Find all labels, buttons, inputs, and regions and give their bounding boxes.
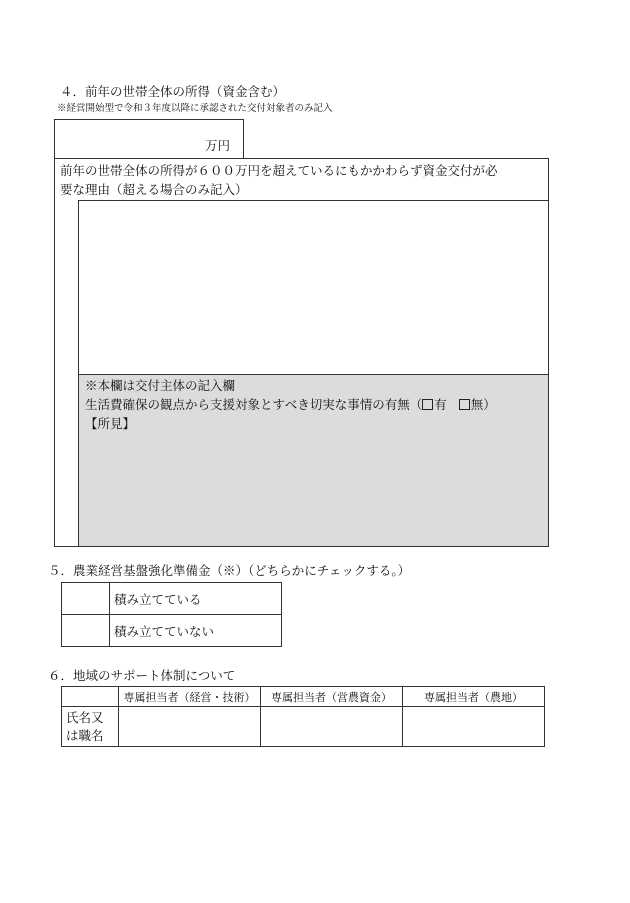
official-findings-label: 【所見】 bbox=[85, 416, 136, 431]
reason-textarea[interactable] bbox=[78, 200, 549, 375]
support-header-row bbox=[62, 687, 545, 707]
support-table bbox=[61, 686, 545, 747]
official-use-box bbox=[78, 374, 549, 547]
option-no-label: 無） bbox=[470, 397, 496, 412]
official-note: ※本欄は交付主体の記入欄 bbox=[85, 378, 236, 393]
no-checkbox-icon[interactable] bbox=[459, 399, 470, 410]
support-cell-farmland[interactable] bbox=[403, 707, 545, 747]
reason-label-line1: 前年の世帯全体の所得が６００万円を超えているにもかかわらず資金交付が必 bbox=[60, 163, 498, 178]
support-header-farmland: 専属担当者（農地） bbox=[403, 687, 545, 707]
row-label-line1: 氏名又 bbox=[66, 709, 104, 725]
reserve-option-2: 積み立てていない bbox=[110, 615, 282, 647]
reserve-row-1 bbox=[62, 583, 282, 615]
support-header-finance: 専属担当者（営農資金） bbox=[261, 687, 403, 707]
support-cell-management[interactable] bbox=[119, 707, 261, 747]
support-cell-finance[interactable] bbox=[261, 707, 403, 747]
income-unit: 万円 bbox=[205, 138, 231, 153]
official-question-text: 生活費確保の観点から支援対象とすべき切実な事情の有無（ bbox=[85, 397, 423, 412]
support-name-row bbox=[62, 707, 545, 747]
support-header-blank bbox=[62, 687, 119, 707]
reserve-row-2 bbox=[62, 615, 282, 647]
reserve-check-cell-1[interactable] bbox=[62, 583, 110, 615]
option-yes-label: 有 bbox=[434, 397, 447, 412]
income-input-box[interactable] bbox=[54, 119, 244, 159]
official-question bbox=[85, 397, 496, 413]
reason-label-line2: 要な理由（超える場合のみ記入） bbox=[60, 182, 248, 197]
section4-title: ４．前年の世帯全体の所得（資金含む） bbox=[60, 84, 286, 99]
section5-title: ５．農業経営基盤強化準備金（※）（どちらかにチェックする。） bbox=[48, 563, 411, 578]
section6-title: ６．地域のサポート体制について bbox=[48, 668, 236, 683]
row-label-line2: は職名 bbox=[66, 727, 104, 743]
section4-note: ※経営開始型で令和３年度以降に承認された交付対象者のみ記入 bbox=[57, 103, 333, 114]
reserve-table bbox=[61, 582, 282, 647]
support-row-label bbox=[62, 707, 119, 747]
reserve-check-cell-2[interactable] bbox=[62, 615, 110, 647]
yes-checkbox-icon[interactable] bbox=[422, 399, 433, 410]
support-header-management: 専属担当者（経営・技術） bbox=[119, 687, 261, 707]
reserve-option-1: 積み立てている bbox=[110, 583, 282, 615]
